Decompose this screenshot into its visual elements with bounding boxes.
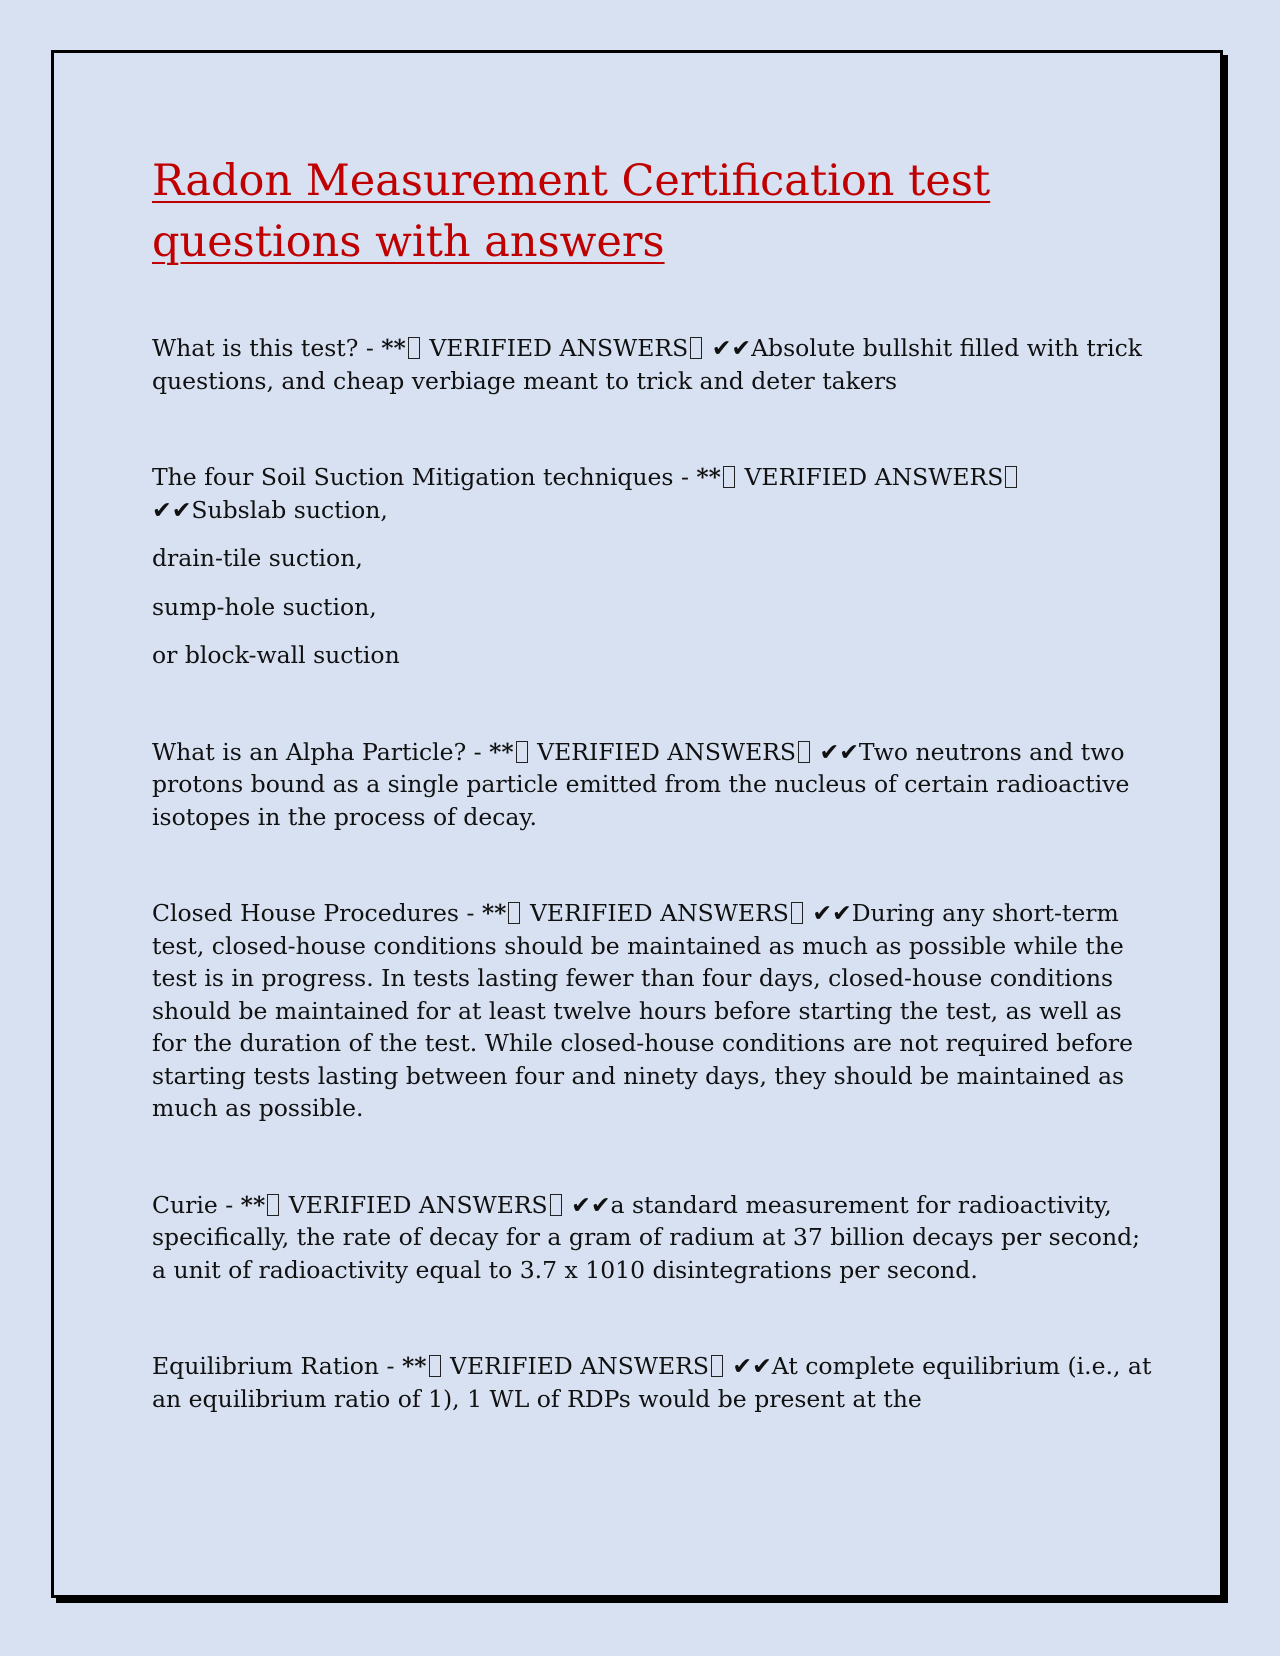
qa-item [152, 461, 1152, 672]
missing-glyph-icon [508, 902, 520, 924]
qa-item [152, 897, 1152, 1125]
qa-text: Curie - ** VERIFIED ANSWERS ✔✔a standard measurement for radioactivity, specifically, the rate of decay for a gram of radium at 37 billion decays per second; a unit of radioactivity equal to 3.7 x 1010 disintegrations per second. [152, 1190, 1141, 1284]
missing-glyph-icon [408, 337, 420, 359]
check-marks-icon: ✔✔ [152, 495, 192, 524]
missing-glyph-icon [1005, 466, 1017, 488]
check-marks-icon: ✔✔ [819, 737, 859, 766]
qa-text: Equilibrium Ration - ** VERIFIED ANSWERS ✔✔At complete equilibrium (i.e., at an equilibrium ratio of 1), 1 WL of RDPs would be present at the [152, 1352, 1152, 1413]
stars-marker: ** [696, 463, 721, 491]
qa-item [152, 332, 1152, 397]
check-marks-icon: ✔✔ [711, 334, 752, 362]
answer-text: Subslab suction, [191, 495, 388, 524]
verified-label: VERIFIED ANSWERS [450, 1352, 709, 1380]
qa-item [152, 1350, 1152, 1415]
missing-glyph-icon [791, 902, 803, 924]
answer-text: Two neutrons and two protons bound as a single particle emitted from the nucleus of certain radioactive isotopes in the process of decay. [152, 737, 1130, 831]
qa-text: The four Soil Suction Mitigation techniques - ** VERIFIED ANSWERS ✔✔Subslab suction, [152, 461, 1152, 526]
missing-glyph-icon [429, 1355, 441, 1377]
verified-label: VERIFIED ANSWERS [529, 899, 789, 927]
stars-marker: ** [240, 1190, 266, 1219]
qa-text: Closed House Procedures - ** VERIFIED ANSWERS ✔✔During any short-term test, closed-house conditions should be maintained as much as possible while the test is in progress. In tests lasting fewer than four days, closed-house conditions should be maintained for at least twelve hours before starting the test, as well as for the duration of the test. While closed-house conditions are not required before starting tests lasting between four and ninety days, they should be maintained as much as possible. [152, 899, 1134, 1122]
answer-line: drain-tile suction, [152, 544, 363, 572]
document-page [51, 50, 1223, 1598]
document-content [152, 151, 1152, 1415]
stars-marker: ** [381, 334, 406, 362]
answer-line: sump-hole suction, [152, 592, 377, 621]
answer-line: or block-wall suction [152, 641, 400, 669]
missing-glyph-icon [690, 337, 702, 359]
qa-item [152, 1189, 1152, 1287]
missing-glyph-icon [798, 741, 810, 763]
qa-text: What is this test? - ** VERIFIED ANSWERS ✔✔Absolute bullshit filled with trick questions, and cheap verbiage meant to trick and deter takers [152, 334, 1143, 395]
check-marks-icon: ✔✔ [732, 1352, 772, 1380]
question-text: Equilibrium Ration [152, 1352, 380, 1380]
question-text: Closed House Procedures [152, 899, 459, 927]
verified-label: VERIFIED ANSWERS [288, 1190, 548, 1219]
missing-glyph-icon [711, 1355, 723, 1377]
answer-text: a standard measurement for radioactivity, specifically, the rate of decay for a gram of radium at 37 billion decays per second; a unit of radioactivity equal to 3.7 x 1010 disintegrations per second. [152, 1190, 1141, 1284]
verified-label: VERIFIED ANSWERS [429, 334, 689, 362]
qa-item [152, 736, 1152, 834]
missing-glyph-icon [267, 1194, 279, 1216]
qa-text: What is an Alpha Particle? - ** VERIFIED ANSWERS ✔✔Two neutrons and two protons bound as a single particle emitted from the nucleus of certain radioactive isotopes in the process of decay. [152, 737, 1130, 831]
missing-glyph-icon [723, 466, 735, 488]
verified-label: VERIFIED ANSWERS [744, 463, 1004, 491]
check-marks-icon: ✔✔ [812, 899, 852, 927]
verified-label: VERIFIED ANSWERS [537, 737, 797, 766]
document-title: Radon Measurement Certification test questions with answers [152, 156, 991, 267]
missing-glyph-icon [550, 1194, 562, 1216]
stars-marker: ** [401, 1352, 427, 1380]
question-text: The four Soil Suction Mitigation techniques [152, 463, 674, 491]
question-text: What is this test? [152, 334, 359, 362]
missing-glyph-icon [516, 741, 528, 763]
answer-text: During any short-term test, closed-house conditions should be maintained as much as possible while the test is in progress. In tests lasting fewer than four days, closed-house conditions should be maintained for at least twelve hours before starting the test, as well as for the duration of the test. While closed-house conditions are not required before starting tests lasting between four and ninety days, they should be maintained as much as possible. [152, 899, 1134, 1122]
question-text: What is an Alpha Particle? [152, 737, 467, 766]
stars-marker: ** [489, 737, 514, 766]
stars-marker: ** [481, 899, 507, 927]
question-text: Curie [152, 1190, 218, 1219]
check-marks-icon: ✔✔ [571, 1190, 611, 1219]
answer-text: Absolute bullshit filled with trick questions, and cheap verbiage meant to trick and deter takers [152, 334, 1143, 395]
answer-text: At complete equilibrium (i.e., at an equilibrium ratio of 1), 1 WL of RDPs would be present at the [152, 1352, 1152, 1413]
